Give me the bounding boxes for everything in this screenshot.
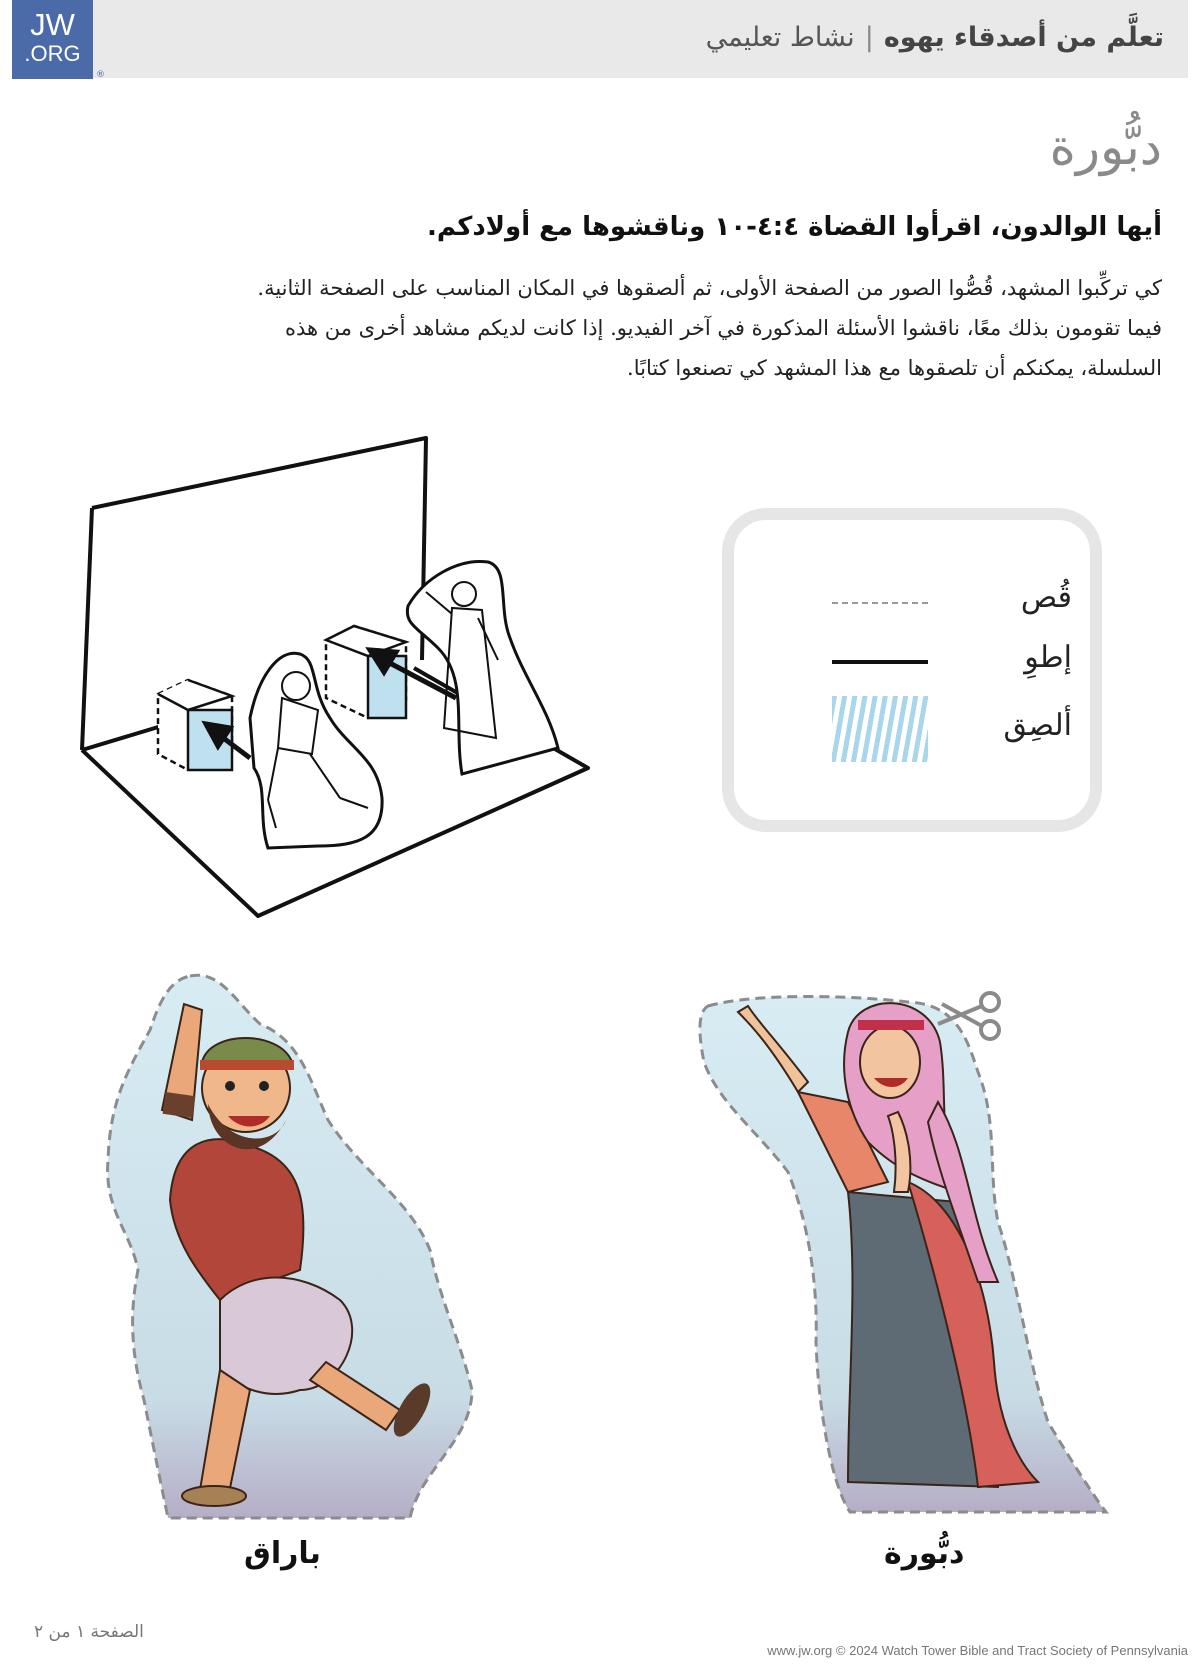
logo-line2: .ORG (24, 41, 81, 66)
legend-fold (832, 634, 1072, 698)
header-separator: | (864, 22, 874, 53)
copyright-notice[interactable]: www.jw.org © 2024 Watch Tower Bible and Tract Society of Pennsylvania (767, 1643, 1188, 1658)
deborah-cutout (698, 982, 1118, 1522)
series-title: تعلَّم من أصدقاء يهوه (883, 22, 1164, 53)
parents-instruction-heading: أيها الوالدون، اقرأوا القضاة ٤:٤-١٠ وناقشوها مع أولادكم. (426, 212, 1162, 242)
jw-org-logo[interactable] (12, 0, 93, 79)
legend-cut (832, 574, 1072, 638)
legend-fold-label: إطوِ (1024, 640, 1072, 675)
legend-glue (832, 696, 1072, 766)
registered-mark: ® (96, 70, 105, 80)
page-number: الصفحة ١ من ٢ (34, 1622, 144, 1642)
instruction-line: فيما تقومون بذلك معًا، ناقشوا الأسئلة المذكورة في آخر الفيديو. إذا كانت لديكم مشاهد أخرى من هذه (284, 316, 1162, 340)
legend-glue-label: ألصِق (1003, 708, 1072, 743)
barak-cutout (100, 970, 480, 1525)
deborah-label: دبُّورة (884, 1536, 965, 1571)
legend-box (722, 508, 1102, 832)
assembly-diagram (78, 428, 628, 918)
glue-swatch-icon (832, 696, 928, 762)
barak-label: باراق (244, 1536, 321, 1571)
solid-line-icon (832, 660, 928, 664)
legend-cut-label: قُص (1020, 580, 1072, 615)
activity-type: نشاط تعليمي (705, 22, 855, 53)
logo-line1: JW (30, 7, 75, 42)
dashed-line-icon (832, 602, 928, 604)
instruction-line: السلسلة، يمكنكم أن تلصقوها مع هذا المشهد كي تصنعوا كتابًا. (627, 356, 1162, 380)
header-title (706, 22, 1164, 53)
instructions (162, 268, 1162, 388)
instruction-line: كي تركِّبوا المشهد، قُصُّوا الصور من الصفحة الأولى، ثم ألصقوها في المكان المناسب على الصفحة الثانية. (257, 276, 1162, 300)
page-title: دبُّورة (1049, 118, 1162, 176)
